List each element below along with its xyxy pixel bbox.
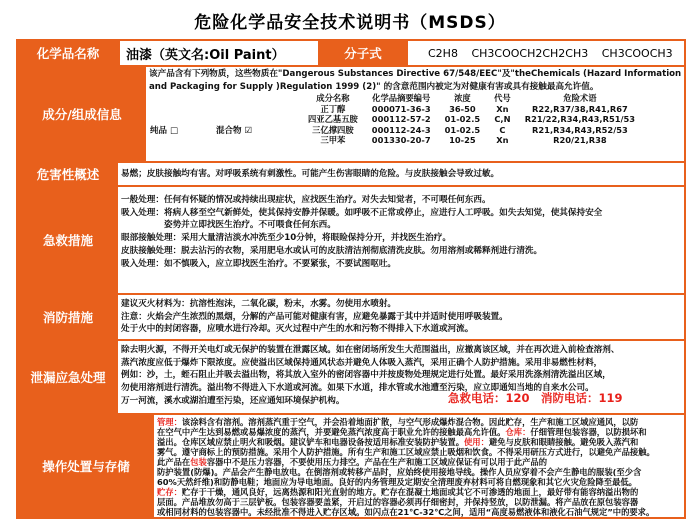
handling-line — [157, 447, 681, 457]
handling-line — [157, 437, 681, 447]
cell-cas: 000112-57-2 — [371, 114, 431, 125]
handling-line — [157, 497, 681, 507]
header-cas: 化学品摘要编号 — [372, 93, 431, 104]
name-label: 化学品名称 — [18, 41, 118, 65]
cell-risk: R21/22,R34,R43,R51/53 — [524, 114, 636, 125]
firstaid-line: 吸入处理：如不慎吸入，应立即找医生治疗。不要紧张，不要试图呕吐。 — [121, 258, 397, 269]
composition-label: 成分/组成信息 — [18, 67, 146, 161]
handling-text: 在空气中产生达到易燃或易爆浓度的蒸汽，并要避免蒸汽浓度高于职业允许的接触最高允许值。 — [157, 427, 506, 437]
handling-line — [157, 427, 681, 437]
cell-conc: 10-25 — [449, 135, 476, 146]
cell-conc: 36-50 — [449, 103, 476, 114]
handling-text: 雾气。遵守商标上的预防措施。采用个人防护措施。所有生产和施工区域应禁止吸烟和饮食。不得采用研压方式进行，以避免产品接触。 — [157, 447, 655, 457]
hazard-text: 易燃；皮肤接触均有害。对呼吸系统有刺激性。可能产生伤害眼睛的危险。与皮肤接触会导致过敏。 — [121, 168, 500, 179]
composition-row — [18, 67, 684, 161]
handling-text: 溢出。仓库区域应禁止明火和吸烟。建议铲车和电器设备按适用标准安装防护装置。 — [157, 437, 464, 447]
handling-text: 或相同材料的包装容器中。未经批准不得进入贮存区域。如闪点在21℃-32℃之间，适用“高度易燃液体和液化石油气规定”中的要求。 — [157, 507, 655, 517]
handling-keyword: 贮存： — [157, 487, 182, 497]
mixture-label: 混合物 ☑ — [216, 126, 253, 136]
composition-intro-1: 该产品含有下列物质，这些物质在"Dangerous Substances Directive 67/548/EEC"及"theChemicals (Hazard Information — [149, 69, 682, 79]
handling-line — [157, 487, 681, 497]
cell-code: C,N — [494, 114, 511, 125]
handling-text: 仔细管理包装容器，以防损坏和 — [530, 427, 647, 437]
cell-risk: R20/21,R38 — [553, 135, 607, 146]
handling-row — [18, 415, 684, 517]
firstaid-line: 皮肤接触处理：脱去沾污的衣物，采用肥皂水或认可的皮肤清洁剂彻底清洗皮肤。勿用溶剂或稀释剂进行清洗。 — [121, 245, 543, 256]
spill-line: 万一河流，溪水或湖泊遭至污染，还应通知环境保护机构。 — [121, 395, 345, 406]
header-name: 成分名称 — [316, 93, 350, 104]
handling-line — [157, 417, 681, 427]
cell-risk: R21,R34,R43,R52/53 — [532, 124, 628, 135]
handling-text: 容器中不是压力容器，不要使用压力排空。产品在生产和施工区域应保证有可以用于此产品的 — [206, 457, 547, 467]
table-row — [301, 114, 642, 125]
name-row — [18, 41, 684, 65]
firstaid-row — [18, 187, 684, 293]
fire-line: 处于火中的封闭容器，应喷水进行冷却。灭火过程中产生的水和污物不得排入下水道或河流。 — [121, 324, 474, 335]
spill-line: 勿使用溶剂进行清洗。溢出物不得进入下水道或河流。如果下水道，排水管或水池遭至污染，应立即通知当地的自来水公司。 — [121, 383, 594, 394]
firstaid-content — [118, 187, 684, 293]
msds-table — [16, 39, 686, 519]
handling-text: 60%天然纤维)和防静电鞋；地面应为导电地面。良好的内务管理及定期安全清理废弃材料可将自燃现象和其它火灾危险降至最低。 — [157, 477, 637, 487]
firstaid-label: 急救措施 — [18, 187, 118, 293]
composition-intro-2: and Packaging for Supply )Regulation 1999 (2)" 的含意范围内被定为对健康有害或具有接触最高允许值。 — [149, 81, 599, 92]
cell-name: 三甲苯 — [320, 135, 346, 146]
header-conc: 浓度 — [454, 93, 471, 104]
firstaid-line: 眼部接触处理：采用大量清洁淡水冲洗至少10分钟，将眼睑保持分开，并找医生治疗。 — [121, 233, 451, 244]
emergency-phones: 急救电话：120 消防电话：119 — [448, 391, 623, 405]
spill-content — [118, 341, 684, 413]
handling-text: 防护装置(防爆)。产品会产生静电放电。在倒溶剂或转移产品时，应始终使用接地导线。操作人员应穿着不会产生静电的服装(至少含 — [157, 467, 642, 477]
firstaid-line: 姿势并立即找医生治疗。不可喂食任何东西。 — [121, 220, 336, 231]
hazard-content — [118, 163, 684, 185]
handling-text: 层面。产品堆放勿高于三层铲板。包装容器要盖紧，开启过的容器必须再仔细密封，并保持竖放，以防泄漏。将产品放在原包装容器 — [157, 497, 639, 507]
spill-row — [18, 341, 684, 413]
firstaid-line: 吸入处理：将病人移至空气新鲜处，使其保持安静并保暖。如呼吸不正常或停止，应进行人工呼吸。如失去知觉，使其保持安全 — [121, 207, 603, 218]
cell-code: Xn — [496, 135, 509, 146]
product-name: 油漆（英文名:Oil Paint） — [118, 41, 318, 65]
hazard-row — [18, 163, 684, 185]
cell-code: C — [499, 124, 506, 135]
formula-value: C2H8 CH3COOCH2CH2CH3 CH3COOCH3 — [408, 41, 684, 65]
pure-label: 纯品 □ — [150, 126, 178, 136]
handling-text: 此产品在 — [157, 457, 191, 467]
table-row — [301, 125, 642, 136]
cell-name: 正丁醇 — [320, 103, 346, 114]
spill-line: 蒸汽浓度应低于爆炸下限浓度。应使溢出区域保持通风状态并避免人体吸入蒸汽，采用正确个人防护措施。采用非易燃性材料， — [121, 357, 603, 368]
handling-line — [157, 467, 681, 477]
handling-text: 避免与皮肤和眼睛接触。避免吸入蒸汽和 — [488, 437, 639, 447]
fire-line: 注意：火焰会产生浓烈的黑烟，分解的产品可能对健康有害，应避免暴露于其中并适时使用呼吸装置。 — [121, 311, 508, 322]
cell-cas: 001330-20-7 — [371, 135, 431, 146]
fire-line: 建议灭火材料为：抗溶性泡沫，二氧化碳，粉末，水雾。勿使用水喷射。 — [121, 299, 397, 309]
cell-cas: 000071-36-3 — [371, 103, 431, 114]
handling-line — [157, 457, 681, 467]
composition-header-row — [301, 93, 642, 104]
table-row — [301, 135, 642, 146]
cell-conc: 01-02.5 — [444, 124, 481, 135]
table-row — [301, 104, 642, 115]
cell-name: 三亿撑四胺 — [312, 124, 354, 135]
handling-keyword: 包装 — [190, 457, 207, 467]
handling-label: 操作处置与存储 — [18, 415, 154, 517]
composition-table — [301, 93, 642, 146]
handling-line — [157, 507, 681, 517]
spill-label: 泄漏应急处理 — [18, 341, 118, 413]
fire-row — [18, 295, 684, 339]
formula-label: 分子式 — [318, 41, 408, 65]
cell-name: 四亚乙基五胺 — [308, 114, 358, 125]
firstaid-line: 一般处理：任何有怀疑的情况或持续出现症状，应找医生治疗。对失去知觉者，不可喂任何东西。 — [121, 195, 491, 205]
header-code: 代号 — [494, 93, 511, 104]
handling-text: 贮存于干燥，通风良好，远离热源和阳光直射的地方。贮存在混凝土地面或其它不可渗透的地面上，最好带有能容纳溢出物的 — [181, 487, 639, 497]
spill-line: 例如：沙，土，蛭石阻止并吸去溢出物，将其放入室外的密闭容器中并按废物处理规定进行处置。最好采用洗涤剂清洗溢出区域， — [121, 370, 611, 381]
fire-content — [118, 295, 684, 339]
handling-keyword: 使用： — [464, 437, 489, 447]
handling-keyword: 仓库： — [505, 427, 531, 437]
page-title: 危险化学品安全技术说明书（MSDS） — [194, 13, 506, 33]
handling-line — [157, 477, 681, 487]
cell-conc: 01-02.5 — [444, 114, 481, 125]
cell-code: Xn — [496, 103, 509, 114]
header-risk: 危险术语 — [563, 93, 597, 104]
composition-content — [146, 67, 684, 161]
spill-line: 除去明火源，不得开关电灯或无保护的装置在泄露区域。如在密闭场所发生大范围溢出，应撤离该区域，并在再次进入前检查溶剂、 — [121, 345, 620, 355]
cell-cas: 000112-24-3 — [371, 124, 431, 135]
fire-label: 消防措施 — [18, 295, 118, 339]
hazard-label: 危害性概述 — [18, 163, 118, 185]
handling-text: 该涂料含有溶剂。溶剂蒸汽重于空气，并会沿着地面扩散，与空气形成爆炸混合物。因此贮存，生产和施工区域应通风，以防 — [181, 417, 639, 427]
handling-content — [154, 415, 684, 517]
cell-risk: R22,R37/38,R41,R67 — [532, 103, 628, 114]
handling-keyword: 管理： — [157, 417, 182, 427]
